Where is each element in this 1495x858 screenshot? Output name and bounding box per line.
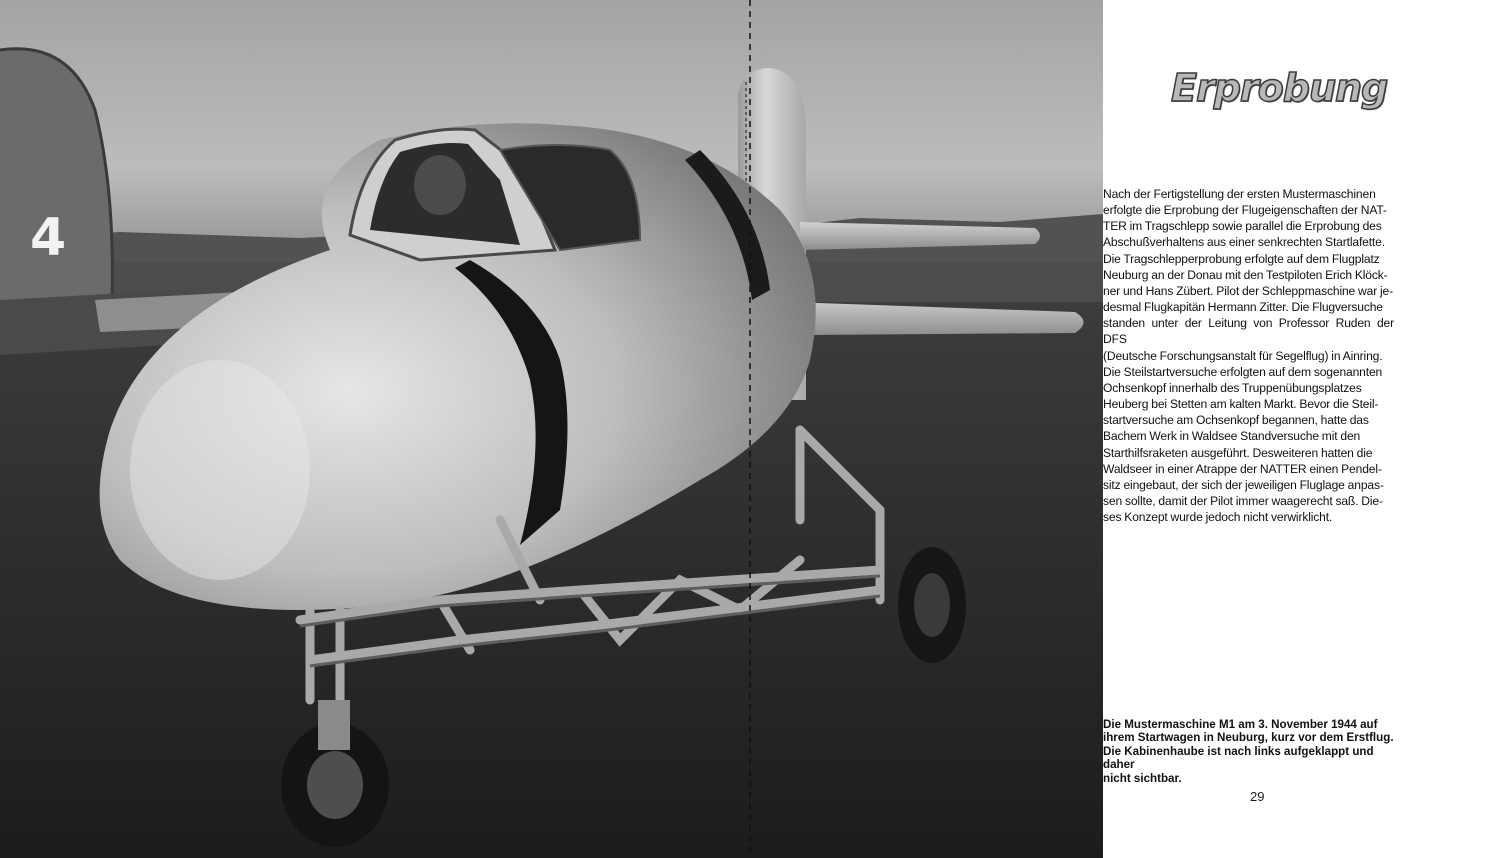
caption-line: Die Mustermaschine M1 am 3. November 1944 auf [1103, 718, 1378, 731]
body-line: Abschußverhaltens aus einer senkrechten Startlafette. [1103, 235, 1385, 250]
body-line: sitz eingebaut, der sich der jeweiligen Fluglage anpas- [1103, 477, 1384, 492]
body-line: ses Konzept wurde jedoch nicht verwirklicht. [1103, 510, 1333, 525]
page-number: 29 [1250, 789, 1265, 804]
body-line: (Deutsche Forschungsanstalt für Segelflug) in Ainring. [1103, 348, 1383, 363]
body-paragraph [1103, 186, 1394, 525]
text-column [1103, 0, 1495, 858]
body-line: sen sollte, damit der Pilot immer waagerecht saß. Die- [1103, 493, 1383, 508]
chapter-title: Erprobung [1171, 66, 1388, 110]
caption-line: nicht sichtbar. [1103, 771, 1182, 785]
body-line: Nach der Fertigstellung der ersten Mustermaschinen [1103, 187, 1376, 201]
body-line: Ochsenkopf innerhalb des Truppenübungsplatzes [1103, 380, 1362, 395]
body-line: ner und Hans Zübert. Pilot der Schleppmaschine war je- [1103, 283, 1393, 298]
body-line: erfolgte die Erprobung der Flugeigenschaften der NAT- [1103, 203, 1387, 218]
body-line: Starthilfsraketen ausgeführt. Desweiteren hatten die [1103, 445, 1373, 460]
body-line: Waldseer in einer Atrappe der NATTER einen Pendel- [1103, 461, 1382, 476]
body-line: standen unter der Leitung von Professor Ruden der DFS [1103, 316, 1394, 347]
body-line: startversuche am Ochsenkopf begannen, hatte das [1103, 413, 1369, 428]
body-line: Neuburg an der Donau mit den Testpiloten Erich Klöck- [1103, 267, 1388, 282]
body-line: Die Steilstartversuche erfolgten auf dem sogenannten [1103, 364, 1383, 379]
body-line: Die Tragschlepperprobung erfolgte auf dem Flugplatz [1103, 251, 1380, 266]
body-line: TER im Tragschlepp sowie parallel die Erprobung des [1103, 219, 1382, 234]
photo-caption [1103, 718, 1403, 785]
caption-line: Die Kabinenhaube ist nach links aufgeklappt und daher [1103, 744, 1374, 772]
caption-line: ihrem Startwagen in Neuburg, kurz vor dem Erstflug. [1103, 731, 1394, 745]
body-line: desmal Flugkapitän Hermann Zitter. Die Flugversuche [1103, 300, 1383, 315]
tail-number [30, 208, 66, 268]
body-line: Bachem Werk in Waldsee Standversuche mit den [1103, 429, 1361, 444]
body-line: Heuberg bei Stetten am kalten Markt. Bevor die Steil- [1103, 397, 1379, 412]
svg-text:4: 4 [30, 208, 67, 268]
